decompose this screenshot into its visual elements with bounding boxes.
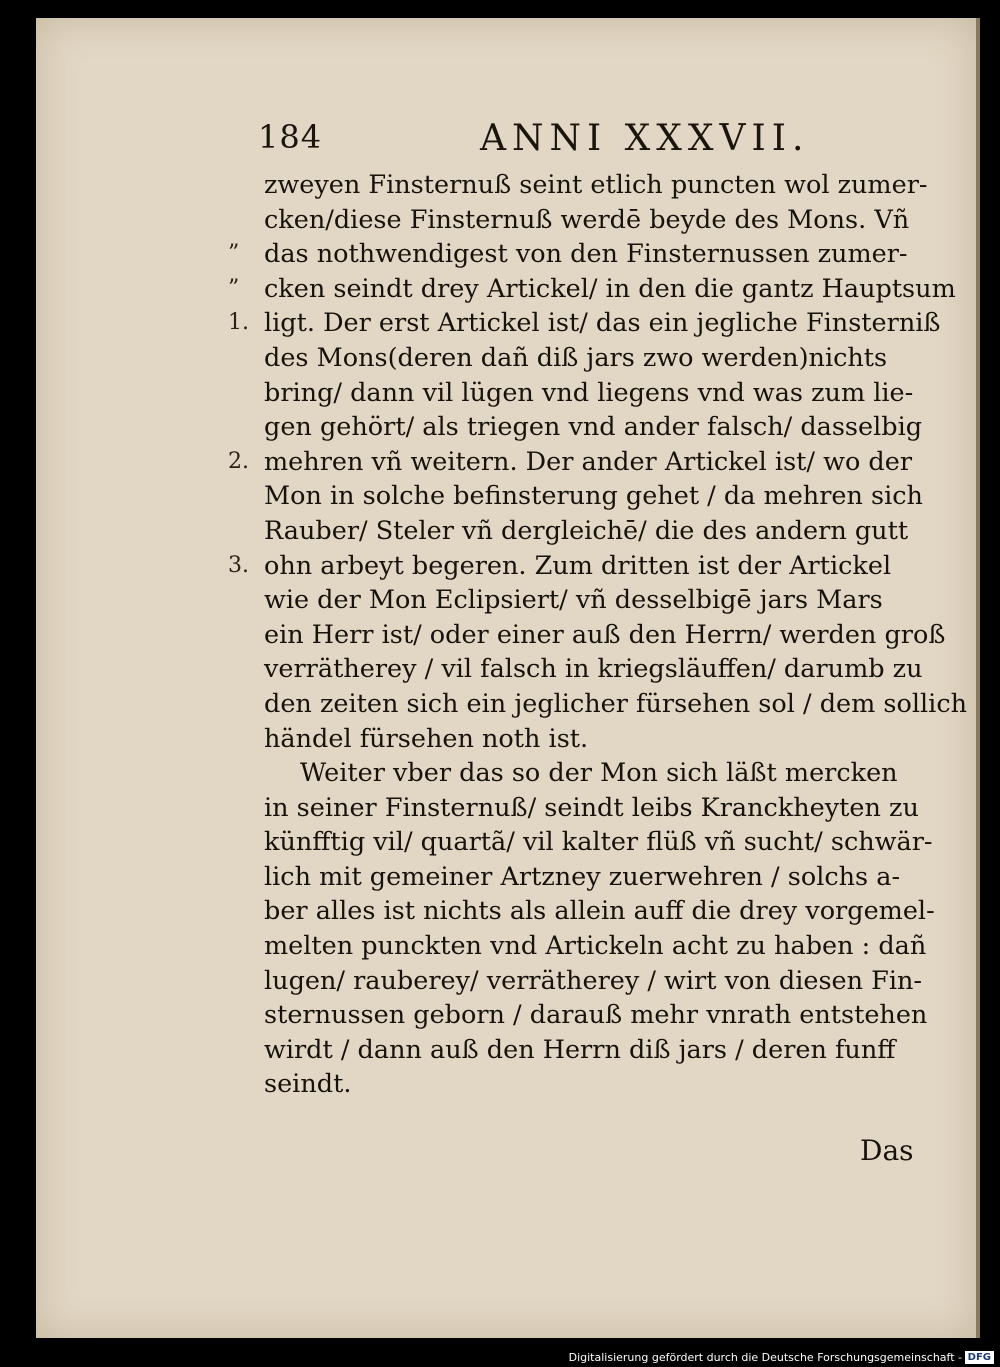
line-text: in seiner Finsternuß/ seindt leibs Kranckheyten zu — [264, 792, 919, 823]
text-line — [264, 514, 944, 549]
text-line — [264, 894, 944, 929]
line-text: lich mit gemeiner Artzney zuerwehren / solchs a- — [264, 861, 901, 892]
page-number: 184 — [258, 118, 323, 156]
line-text: ohn arbeyt begeren. Zum dritten ist der Artickel — [264, 550, 892, 581]
text-line — [264, 410, 944, 445]
margin-note: ” — [228, 241, 240, 267]
line-text: ein Herr ist/ oder einer auß den Herrn/ werden groß — [264, 619, 946, 650]
margin-note: 2. — [228, 448, 249, 474]
line-text: ligt. Der erst Artickel ist/ das ein jegliche Finsterniß — [264, 308, 941, 339]
line-text: zweyen Finsternuß seint etlich puncten wol zumer- — [264, 170, 928, 200]
line-text: melten punckten vnd Artickeln acht zu haben : dañ — [264, 931, 927, 962]
line-text: Weiter vber das so der Mon sich läßt mercken — [300, 758, 898, 789]
dfg-logo: DFG — [965, 1351, 994, 1364]
line-text: cken seindt drey Artickel/ in den die gantz Hauptsum — [264, 273, 956, 304]
text-line — [264, 652, 944, 687]
margin-note: 3. — [228, 552, 249, 578]
line-text: Rauber/ Steler vñ dergleichē/ die des andern gutt — [264, 515, 909, 546]
line-text: wie der Mon Eclipsiert/ vñ desselbigē jars Mars — [264, 585, 883, 616]
line-text: das nothwendigest von den Finsternussen zumer- — [264, 239, 908, 270]
text-line — [264, 825, 944, 860]
text-line — [264, 791, 944, 826]
line-text: verrätherey / vil falsch in kriegsläuffen/ darumb zu — [264, 654, 923, 685]
line-text: sternussen geborn / darauß mehr vnrath entstehen — [264, 1000, 928, 1031]
text-line — [264, 583, 944, 618]
text-line — [264, 1033, 944, 1068]
line-text: ber alles ist nichts als allein auff die drey vorgemel- — [264, 896, 935, 927]
text-line — [264, 341, 944, 376]
line-text: seindt. — [264, 1069, 352, 1100]
text-line — [264, 618, 944, 653]
text-line — [228, 549, 944, 584]
text-line — [264, 687, 968, 722]
running-title: ANNI XXXVII. — [480, 118, 810, 159]
line-text: gen gehört/ als triegen vnd ander falsch/ dasselbig — [264, 412, 923, 443]
digitization-credit: Digitalisierung gefördert durch die Deutsche Forschungsgemeinschaft - — [568, 1351, 962, 1364]
line-text: künfftig vil/ quartã/ vil kalter flüß vñ sucht/ schwär- — [264, 827, 933, 858]
text-line — [264, 203, 944, 238]
line-text: des Mons(deren dañ diß jars zwo werden)nichts — [264, 342, 888, 373]
text-line — [264, 756, 944, 791]
text-line — [264, 479, 944, 514]
text-line — [264, 929, 944, 964]
text-line — [228, 445, 944, 480]
line-text: den zeiten sich ein jeglicher fürsehen sol / dem sollich — [264, 688, 968, 719]
text-line — [264, 376, 944, 411]
text-line — [228, 237, 944, 272]
margin-note: 1. — [228, 310, 249, 336]
text-line — [264, 860, 944, 895]
line-text: wirdt / dann auß den Herrn diß jars / deren funff — [264, 1034, 896, 1065]
text-line — [264, 964, 944, 999]
text-line — [228, 272, 956, 307]
text-line — [264, 168, 944, 203]
line-text: händel fürsehen noth ist. — [264, 723, 589, 754]
line-text: mehren vñ weitern. Der ander Artickel ist/ wo der — [264, 446, 913, 477]
body-text — [228, 168, 968, 1102]
text-line — [264, 722, 944, 757]
line-text: cken/diese Finsternuß werdē beyde des Mons. Vñ — [264, 204, 910, 235]
margin-note: ” — [228, 275, 240, 301]
line-text: Mon in solche befinsterung gehet / da mehren sich — [264, 481, 923, 512]
line-text: bring/ dann vil lügen vnd liegens vnd was zum lie- — [264, 377, 914, 408]
text-line — [264, 1067, 944, 1102]
catchword: Das — [860, 1134, 914, 1167]
text-line — [228, 306, 944, 341]
page-edge — [976, 18, 980, 1338]
line-text: lugen/ rauberey/ verrätherey / wirt von diesen Fin- — [264, 965, 923, 996]
text-line — [264, 998, 944, 1033]
page-header — [0, 118, 1000, 168]
